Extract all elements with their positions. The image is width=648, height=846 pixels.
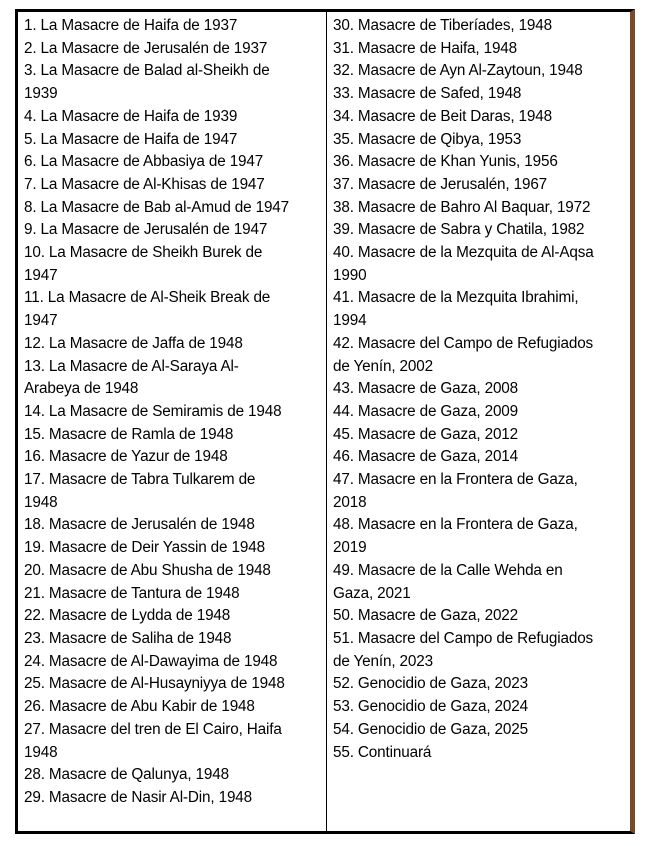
- list-item-line: 1990: [333, 266, 367, 284]
- list-item: [24, 60, 324, 105]
- list-item: [24, 174, 324, 197]
- list-item: [333, 83, 628, 106]
- list-item: [24, 537, 324, 560]
- list-item: [24, 401, 324, 424]
- list-item: [333, 197, 628, 220]
- list-item: [333, 560, 628, 605]
- list-item-line: 14. La Masacre de Semiramis de 1948: [24, 402, 282, 420]
- list-item-line: 35. Masacre de Qibya, 1953: [333, 130, 522, 148]
- list-item: [333, 219, 628, 242]
- list-item-line: 49. Masacre de la Calle Wehda en: [333, 561, 563, 579]
- list-item: [24, 219, 324, 242]
- list-item-line: 51. Masacre del Campo de Refugiados: [333, 629, 594, 647]
- list-item: [333, 174, 628, 197]
- list-item-line: 44. Masacre de Gaza, 2009: [333, 402, 519, 420]
- list-item: [24, 287, 324, 332]
- list-item-line: 30. Masacre de Tiberíades, 1948: [333, 17, 552, 34]
- list-item: [24, 15, 324, 38]
- list-item-line: 26. Masacre de Abu Kabir de 1948: [24, 698, 255, 716]
- list-item-line: 13. La Masacre de Al-Saraya Al-: [24, 357, 239, 375]
- list-item-line: 5. La Masacre de Haifa de 1947: [24, 130, 238, 148]
- list-item-line: 4. La Masacre de Haifa de 1939: [24, 107, 238, 125]
- list-item-line: 38. Masacre de Bahro Al Baquar, 1972: [333, 198, 591, 216]
- list-item-line: 1939: [24, 85, 58, 103]
- list-item: [333, 424, 628, 447]
- right-column: [327, 12, 630, 831]
- list-item: [333, 628, 628, 673]
- list-item: [24, 696, 324, 719]
- list-item-line: 39. Masacre de Sabra y Chatila, 1982: [333, 221, 585, 239]
- list-item: [24, 469, 324, 514]
- list-item: [333, 378, 628, 401]
- list-item-line: 23. Masacre de Saliha de 1948: [24, 629, 232, 647]
- list-item-line: 9. La Masacre de Jerusalén de 1947: [24, 221, 268, 239]
- list-item: [24, 651, 324, 674]
- list-item: [24, 514, 324, 537]
- list-item-line: 32. Masacre de Ayn Al-Zaytoun, 1948: [333, 62, 583, 80]
- list-item: [24, 197, 324, 220]
- list-item: [24, 446, 324, 469]
- list-item: [24, 605, 324, 628]
- list-item-line: 41. Masacre de la Mezquita Ibrahimi,: [333, 289, 579, 307]
- list-item-line: Gaza, 2021: [333, 584, 411, 602]
- list-item: [24, 38, 324, 61]
- list-item: [333, 469, 628, 514]
- list-item-line: 21. Masacre de Tantura de 1948: [24, 584, 240, 602]
- list-item: [333, 287, 628, 332]
- list-item: [333, 401, 628, 424]
- list-item-line: 46. Masacre de Gaza, 2014: [333, 448, 519, 466]
- list-item: [333, 514, 628, 559]
- list-item-line: 43. Masacre de Gaza, 2008: [333, 380, 519, 398]
- list-item-line: 29. Masacre de Nasir Al-Din, 1948: [24, 788, 253, 806]
- list-item-line: 19. Masacre de Deir Yassin de 1948: [24, 539, 265, 557]
- list-item-line: 3. La Masacre de Balad al-Sheikh de: [24, 62, 270, 80]
- list-item-line: 1994: [333, 312, 367, 330]
- list-item-line: 24. Masacre de Al-Dawayima de 1948: [24, 652, 278, 670]
- list-item: [333, 673, 628, 696]
- list-item-line: 12. La Masacre de Jaffa de 1948: [24, 334, 243, 352]
- list-item: [24, 242, 324, 287]
- list-item-line: 1947: [24, 312, 58, 330]
- list-item-line: 50. Masacre de Gaza, 2022: [333, 607, 519, 625]
- list-item-line: Arabeya de 1948: [24, 380, 139, 398]
- list-item-line: 15. Masacre de Ramla de 1948: [24, 425, 234, 443]
- list-item-line: 10. La Masacre de Sheikh Burek de: [24, 244, 263, 262]
- list-item-line: 55. Continuará: [333, 743, 432, 761]
- list-item-line: 54. Genocidio de Gaza, 2025: [333, 720, 528, 738]
- list-item: [24, 719, 324, 764]
- list-item: [333, 742, 628, 765]
- list-item: [333, 151, 628, 174]
- list-item-line: 48. Masacre en la Frontera de Gaza,: [333, 516, 578, 534]
- list-item-line: 8. La Masacre de Bab al-Amud de 1947: [24, 198, 290, 216]
- list-item-line: 45. Masacre de Gaza, 2012: [333, 425, 519, 443]
- list-item: [24, 560, 324, 583]
- list-item-line: 2018: [333, 493, 367, 511]
- list-item-line: 27. Masacre del tren de El Cairo, Haifa: [24, 720, 282, 738]
- massacre-list-table: [15, 9, 635, 834]
- list-item: [24, 673, 324, 696]
- list-item-line: 33. Masacre de Safed, 1948: [333, 85, 522, 103]
- list-item-line: 11. La Masacre de Al-Sheik Break de: [24, 289, 271, 307]
- list-item-line: 2. La Masacre de Jerusalén de 1937: [24, 39, 268, 57]
- list-item: [333, 60, 628, 83]
- list-item-line: 34. Masacre de Beit Daras, 1948: [333, 107, 552, 125]
- list-item-line: 18. Masacre de Jerusalén de 1948: [24, 516, 255, 534]
- list-item: [24, 333, 324, 356]
- left-column: [18, 12, 327, 831]
- list-item-line: 36. Masacre de Khan Yunis, 1956: [333, 153, 558, 171]
- list-item: [24, 583, 324, 606]
- list-item: [24, 356, 324, 401]
- list-item: [24, 151, 324, 174]
- list-item: [24, 424, 324, 447]
- list-item-line: 16. Masacre de Yazur de 1948: [24, 448, 228, 466]
- list-item-line: 37. Masacre de Jerusalén, 1967: [333, 175, 548, 193]
- list-item-line: 1948: [24, 743, 58, 761]
- list-item-line: 20. Masacre de Abu Shusha de 1948: [24, 561, 271, 579]
- list-item-line: 1948: [24, 493, 58, 511]
- list-item: [333, 129, 628, 152]
- list-item: [333, 38, 628, 61]
- list-item-line: 2019: [333, 539, 367, 557]
- list-item: [333, 15, 628, 38]
- list-item-line: 1947: [24, 266, 58, 284]
- list-item-line: 7. La Masacre de Al-Khisas de 1947: [24, 175, 265, 193]
- list-item-line: 31. Masacre de Haifa, 1948: [333, 39, 518, 57]
- list-item-line: 17. Masacre de Tabra Tulkarem de: [24, 471, 256, 489]
- list-item: [333, 696, 628, 719]
- list-item-line: 52. Genocidio de Gaza, 2023: [333, 675, 528, 693]
- list-item: [333, 719, 628, 742]
- list-item: [333, 605, 628, 628]
- list-item: [333, 446, 628, 469]
- list-item-line: 28. Masacre de Qalunya, 1948: [24, 766, 229, 784]
- list-item-line: 53. Genocidio de Gaza, 2024: [333, 698, 528, 716]
- list-item: [24, 787, 324, 810]
- list-item: [24, 106, 324, 129]
- list-item: [24, 129, 324, 152]
- list-item-line: 47. Masacre en la Frontera de Gaza,: [333, 471, 578, 489]
- list-item-line: 22. Masacre de Lydda de 1948: [24, 607, 231, 625]
- list-item-line: 40. Masacre de la Mezquita de Al-Aqsa: [333, 244, 594, 262]
- list-item-line: 42. Masacre del Campo de Refugiados: [333, 334, 594, 352]
- list-item: [24, 764, 324, 787]
- list-item-line: 6. La Masacre de Abbasiya de 1947: [24, 153, 264, 171]
- list-item-line: de Yenín, 2002: [333, 357, 433, 375]
- list-item-line: de Yenín, 2023: [333, 652, 433, 670]
- list-item-line: 25. Masacre de Al-Husayniyya de 1948: [24, 675, 285, 693]
- list-item: [24, 628, 324, 651]
- list-item: [333, 333, 628, 378]
- list-item: [333, 106, 628, 129]
- list-item-line: 1. La Masacre de Haifa de 1937: [24, 17, 238, 34]
- list-item: [333, 242, 628, 287]
